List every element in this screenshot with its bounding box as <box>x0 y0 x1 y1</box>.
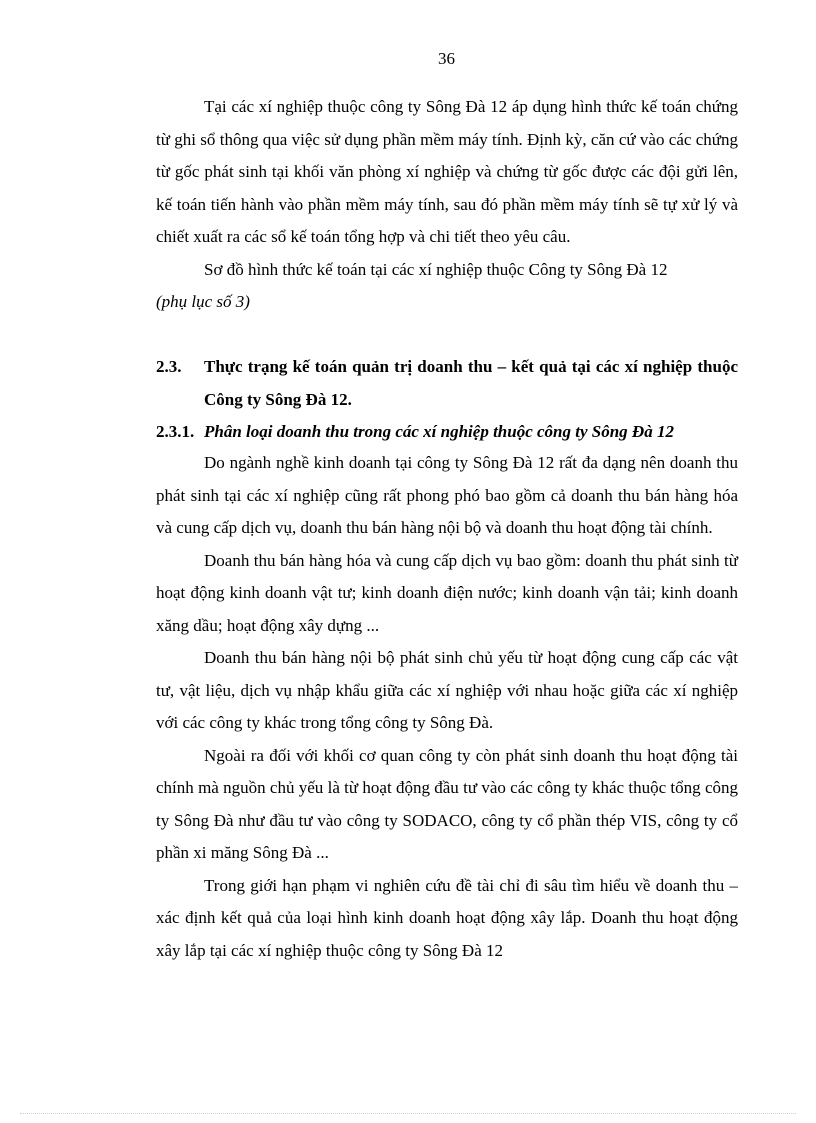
section-number: 2.3. <box>156 357 182 376</box>
intro-section <box>156 91 738 319</box>
paragraph-revenue-types: Do ngành nghề kinh doanh tại công ty Sông Đà 12 rất đa dạng nên doanh thu phát sinh tại các xí nghiệp cũng rất phong phó bao gồm cả doanh thu bán hàng hóa và cung cấp dịch vụ, doanh thu bán hàng nội bộ và doanh thu hoạt động tài chính. <box>156 453 738 537</box>
section-title: Thực trạng kế toán quản trị doanh thu – kết quả tại các xí nghiệp thuộc Công ty Sông Đà 12. <box>204 357 738 409</box>
section-heading <box>156 351 738 416</box>
paragraph-sales-revenue: Doanh thu bán hàng hóa và cung cấp dịch vụ bao gồm: doanh thu phát sinh từ hoạt động kinh doanh vật tư; kinh doanh điện nước; kinh doanh vận tải; kinh doanh xăng dầu; hoạt động xây dựng ... <box>156 550 738 635</box>
paragraph-research-scope: Trong giới hạn phạm vi nghiên cứu đề tài chỉ đi sâu tìm hiểu về doanh thu – xác định kết quả của loại hình kinh doanh hoạt động xây lắp. Doanh thu hoạt động xây lắp tại các xí nghiệp thuộc công ty Sông Đà 12 <box>156 875 738 960</box>
page-number: 36 <box>438 49 455 68</box>
subsection-title: Phân loại doanh thu trong các xí nghiệp thuộc công ty Sông Đà 12 <box>204 422 674 441</box>
body-section <box>156 447 738 967</box>
page-bottom-divider <box>20 1113 796 1114</box>
appendix-reference: (phụ lục số 3) <box>156 292 250 311</box>
paragraph-accounting-form: Tại các xí nghiệp thuộc công ty Sông Đà 12 áp dụng hình thức kế toán chứng từ ghi sổ thông qua việc sử dụng phần mềm máy tính. Định kỳ, căn cứ vào các chứng từ gốc phát sinh tại khối văn phòng xí nghiệp và chứng từ gốc được các đội gửi lên, kế toán tiến hành vào phần mềm máy tính, sau đó phần mềm máy tính sẽ tự xử lý và chiết xuất ra các sổ kế toán tổng hợp và chi tiết theo yêu câu. <box>156 97 738 246</box>
subsection-heading <box>156 416 738 449</box>
paragraph-internal-revenue: Doanh thu bán hàng nội bộ phát sinh chủ yếu từ hoạt động cung cấp các vật tư, vật liệu, dịch vụ nhập khẩu giữa các xí nghiệp với nhau hoặc giữa các xí nghiệp với các công ty khác trong tổng công ty Sông Đà. <box>156 648 738 732</box>
paragraph-diagram-reference: Sơ đồ hình thức kế toán tại các xí nghiệp thuộc Công ty Sông Đà 12 <box>204 259 668 279</box>
subsection-number: 2.3.1. <box>156 422 195 441</box>
paragraph-financial-revenue: Ngoài ra đối với khối cơ quan công ty còn phát sinh doanh thu hoạt động tài chính mà nguồn chủ yếu là từ hoạt động đầu tư vào các công ty khác thuộc tổng công ty Sông Đà như đầu tư vào công ty SODACO, công ty cổ phần thép VIS, công ty cổ phần xi măng Sông Đà ... <box>156 745 738 862</box>
